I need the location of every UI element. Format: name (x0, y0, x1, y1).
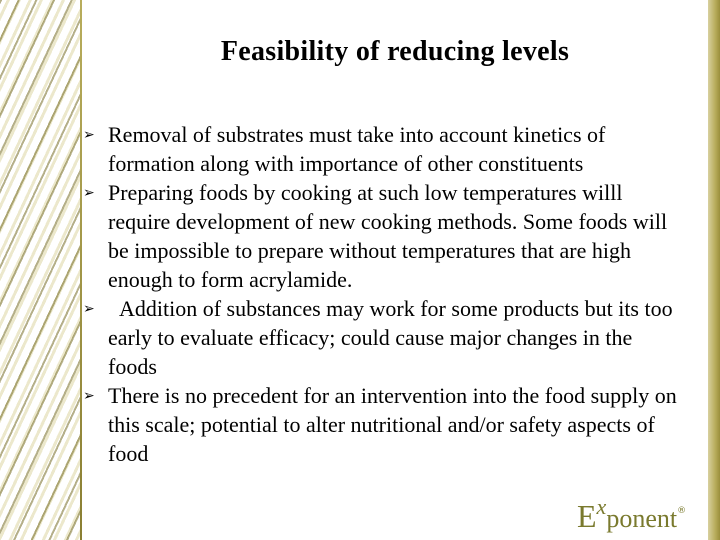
left-decorative-band (0, 0, 82, 540)
right-decorative-strip (708, 0, 720, 540)
registered-mark: ® (677, 506, 687, 516)
bullet-text: There is no precedent for an intervention into the food supply on this scale; potential to alter nutritional and/or safety aspects of food (108, 383, 677, 466)
bullet-item (83, 294, 679, 381)
slide-title: Feasibility of reducing levels (220, 36, 570, 67)
logo-letter-e: E (577, 498, 597, 534)
arrow-bullet-icon: ➢ (83, 185, 95, 201)
bullet-item (83, 120, 678, 178)
bullet-text: Removal of substrates must take into account kinetics of formation along with importance of other constituents (108, 122, 606, 176)
arrow-bullet-icon: ➢ (83, 127, 95, 143)
arrow-bullet-icon: ➢ (83, 301, 95, 317)
logo-letter-x: x (596, 494, 607, 519)
bullet-item (83, 381, 678, 468)
bullet-text: Preparing foods by cooking at such low temperatures willl require development of new cooking methods. Some foods will be impossible to prepare without temperatures that are high enough to form acrylamide. (108, 180, 668, 292)
bullet-text: Addition of substances may work for some products but its too early to evaluate efficacy; could cause major changes in the foods (108, 296, 679, 379)
bullet-list (83, 120, 679, 468)
bullet-item (83, 178, 678, 294)
arrow-bullet-icon: ➢ (83, 388, 95, 404)
logo-wordmark: ponent (606, 504, 678, 533)
exponent-logo (577, 494, 687, 534)
